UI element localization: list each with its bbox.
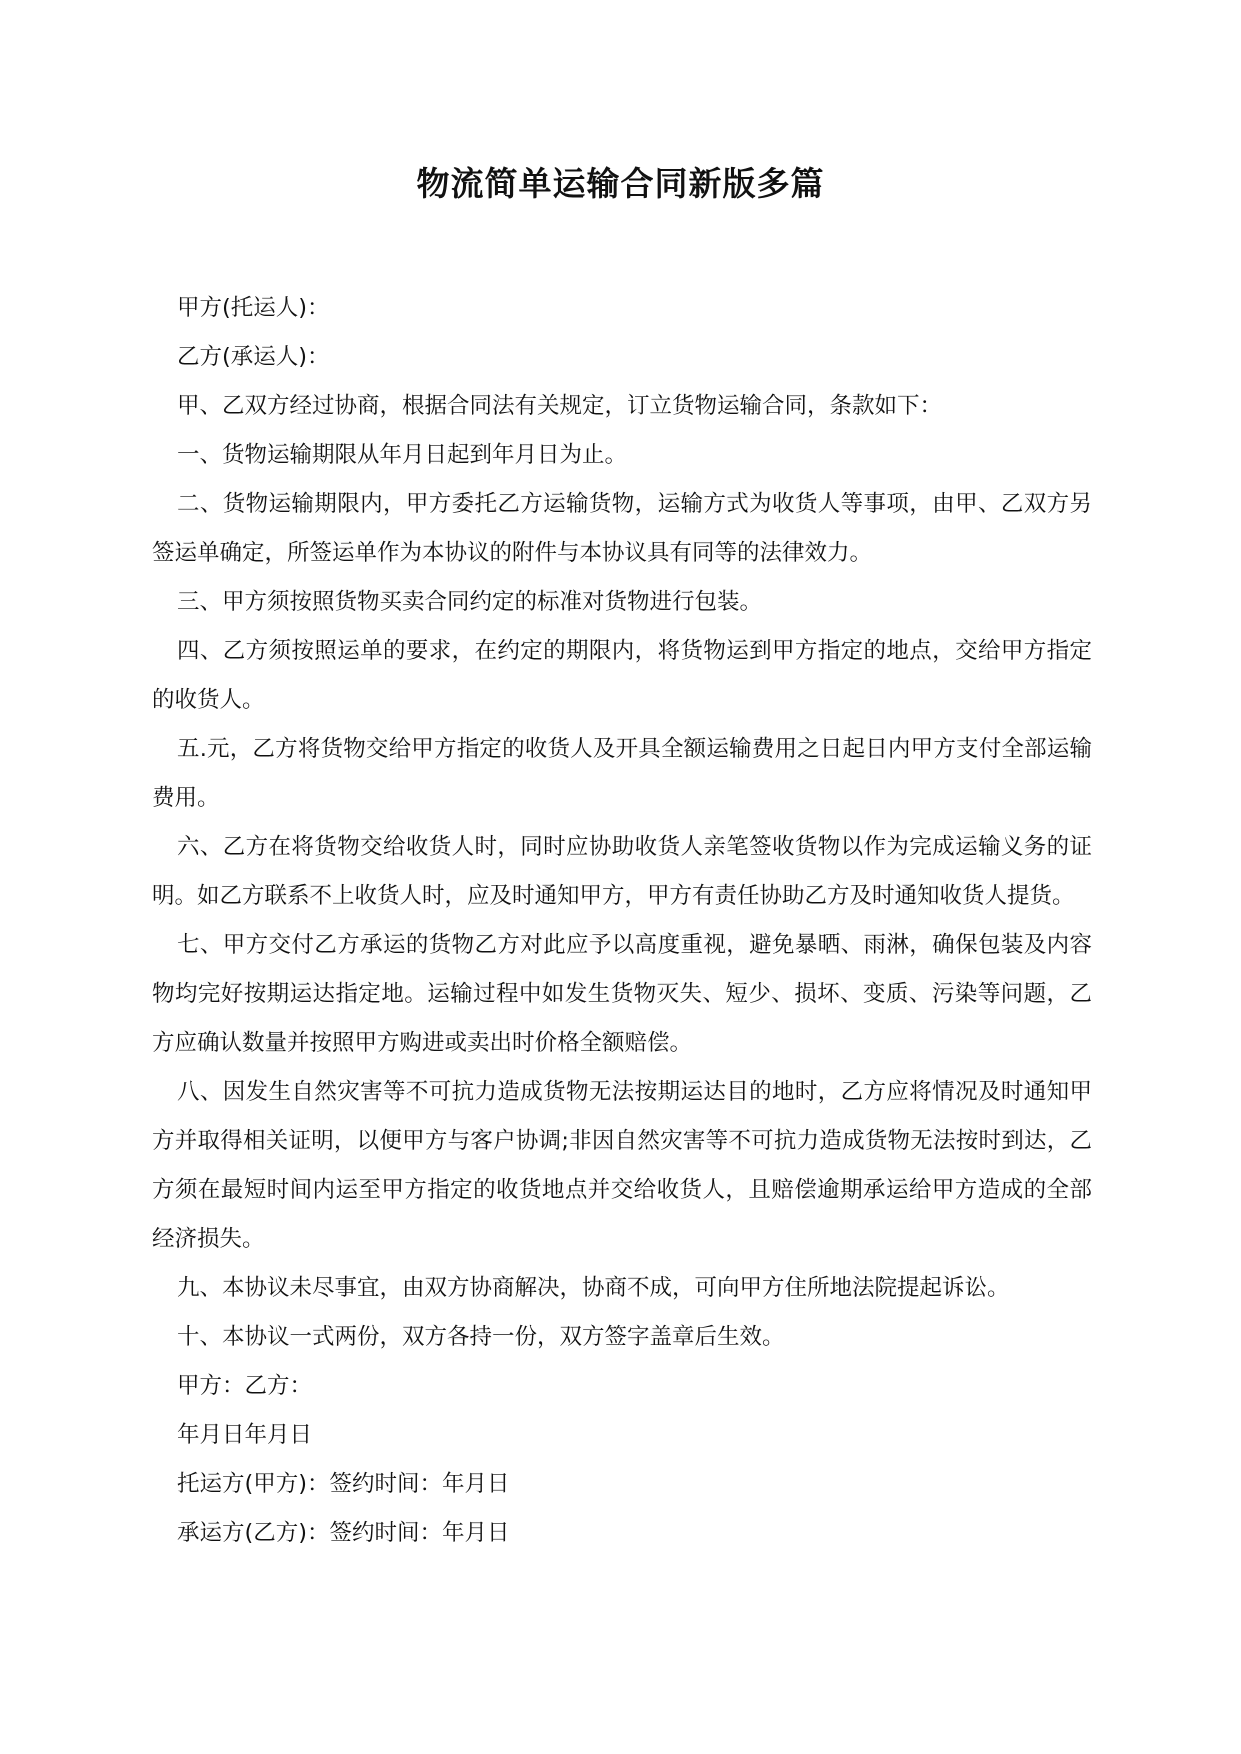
- clause-8: 八、因发生自然灾害等不可抗力造成货物无法按期运达目的地时，乙方应将情况及时通知甲方并取得相关证明，以便甲方与客户协调;非因自然灾害等不可抗力造成货物无法按时到达，乙方须在最短时间内运至甲方指定的收货地点并交给收货人，且赔偿逾期承运给甲方造成的全部经济损失。: [152, 1079, 1092, 1252]
- clause-9: 九、本协议未尽事宜，由双方协商解决，协商不成，可向甲方住所地法院提起诉讼。: [177, 1275, 1010, 1301]
- clause-4: 四、乙方须按照运单的要求，在约定的期限内，将货物运到甲方指定的地点，交给甲方指定的收货人。: [152, 638, 1092, 713]
- party-a-line: 甲方(托运人)：: [177, 295, 330, 321]
- preamble-paragraph: 甲、乙双方经过协商，根据合同法有关规定，订立货物运输合同，条款如下：: [177, 393, 943, 419]
- clause-7: 七、甲方交付乙方承运的货物乙方对此应予以高度重视，避免暴晒、雨淋，确保包装及内容物均完好按期运达指定地。运输过程中如发生货物灭失、短少、损坏、变质、污染等问题，乙方应确认数量并按照甲方购进或卖出时价格全额赔偿。: [152, 932, 1092, 1056]
- clause-5: 五.元，乙方将货物交给甲方指定的收货人及开具全额运输费用之日起日内甲方支付全部运输费用。: [152, 736, 1092, 811]
- party-b-line: 乙方(承运人)：: [177, 344, 330, 370]
- document-body: [152, 284, 1092, 1558]
- carrier-signing-line: 承运方(乙方)：签约时间：年月日: [177, 1520, 510, 1546]
- signature-dates-line: 年月日年月日: [177, 1422, 313, 1448]
- shipper-signing-line: 托运方(甲方)：签约时间：年月日: [177, 1471, 510, 1497]
- clause-1: 一、货物运输期限从年月日起到年月日为止。: [177, 442, 628, 468]
- clause-10: 十、本协议一式两份，双方各持一份，双方签字盖章后生效。: [177, 1324, 785, 1350]
- clause-3: 三、甲方须按照货物买卖合同约定的标准对货物进行包装。: [177, 589, 763, 615]
- document-title: 物流简单运输合同新版多篇: [416, 164, 825, 203]
- signature-parties-line: 甲方：乙方：: [177, 1373, 313, 1399]
- clause-6: 六、乙方在将货物交给收货人时，同时应协助收货人亲笔签收货物以作为完成运输义务的证明。如乙方联系不上收货人时，应及时通知甲方，甲方有责任协助乙方及时通知收货人提货。: [152, 834, 1092, 909]
- clause-2: 二、货物运输期限内，甲方委托乙方运输货物，运输方式为收货人等事项，由甲、乙双方另签运单确定，所签运单作为本协议的附件与本协议具有同等的法律效力。: [152, 491, 1092, 566]
